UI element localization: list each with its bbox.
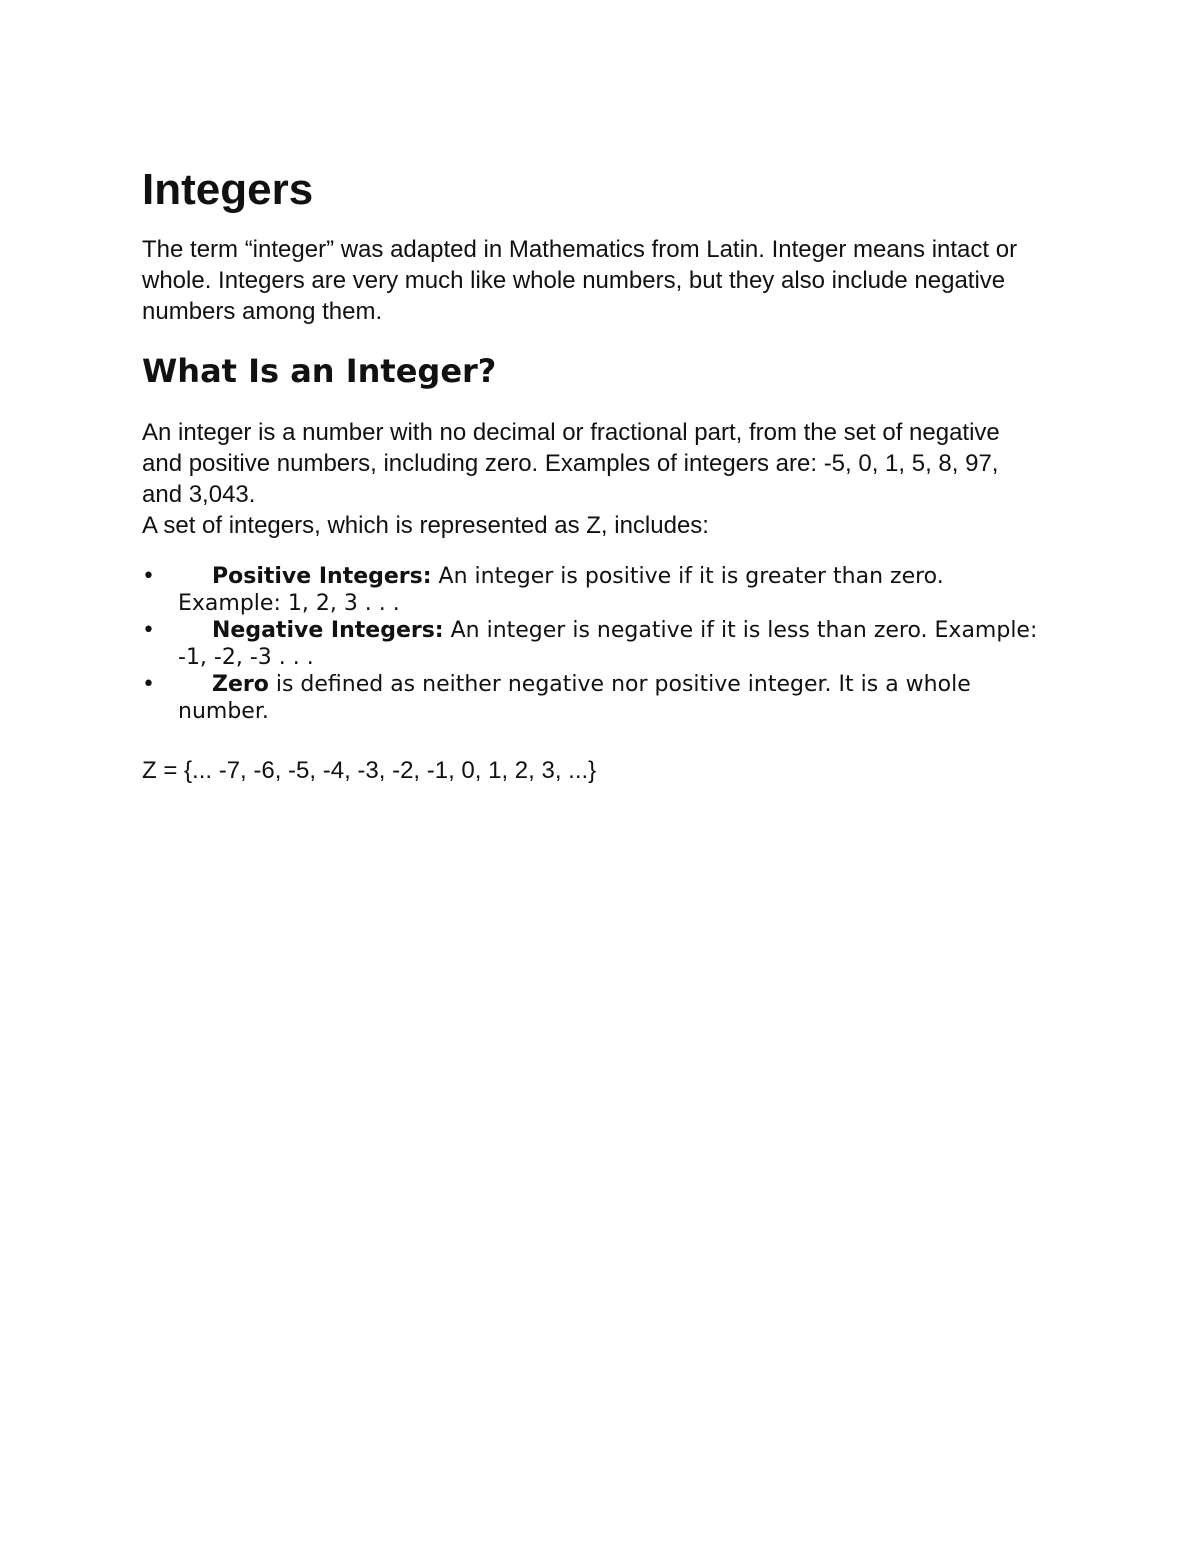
integer-types-list: [142, 563, 1042, 725]
list-item-text: is defined as neither negative nor positive integer. It is a whole number.: [178, 672, 971, 724]
list-item-lead: Zero: [212, 672, 269, 697]
section-heading: What Is an Integer?: [142, 352, 497, 390]
definition-paragraph: An integer is a number with no decimal or fractional part, from the set of negative and positive numbers, including zero. Examples of integers are: -5, 0, 1, 5, 8, 97, and 3,043.: [142, 419, 1000, 508]
bullet-icon: •: [142, 618, 155, 643]
list-item-zero: [142, 671, 1038, 725]
document-page: [142, 160, 1042, 786]
intro-paragraph: The term “integer” was adapted in Mathematics from Latin. Integer means intact or whole. Integers are very much like whole numbers, but they also include negative numbers among them.: [142, 236, 1018, 325]
integer-set-formula: Z = {... -7, -6, -5, -4, -3, -2, -1, 0, 1, 2, 3, ...}: [142, 757, 597, 784]
set-intro-line: A set of integers, which is represented as Z, includes:: [142, 512, 709, 539]
list-item-negative-integers: [142, 617, 1038, 671]
list-item-text: An integer is negative if it is less than zero. Example: -1, -2, -3 . . .: [178, 618, 1038, 670]
bullet-icon: •: [142, 564, 155, 589]
page-title: Integers: [142, 165, 314, 214]
bullet-icon: •: [142, 672, 155, 697]
list-item-text: An integer is positive if it is greater than zero. Example: 1, 2, 3 . . .: [178, 564, 944, 616]
list-item-lead: Positive Integers:: [212, 564, 432, 589]
list-item-lead: Negative Integers:: [212, 618, 444, 643]
list-item-positive-integers: [142, 563, 1038, 617]
